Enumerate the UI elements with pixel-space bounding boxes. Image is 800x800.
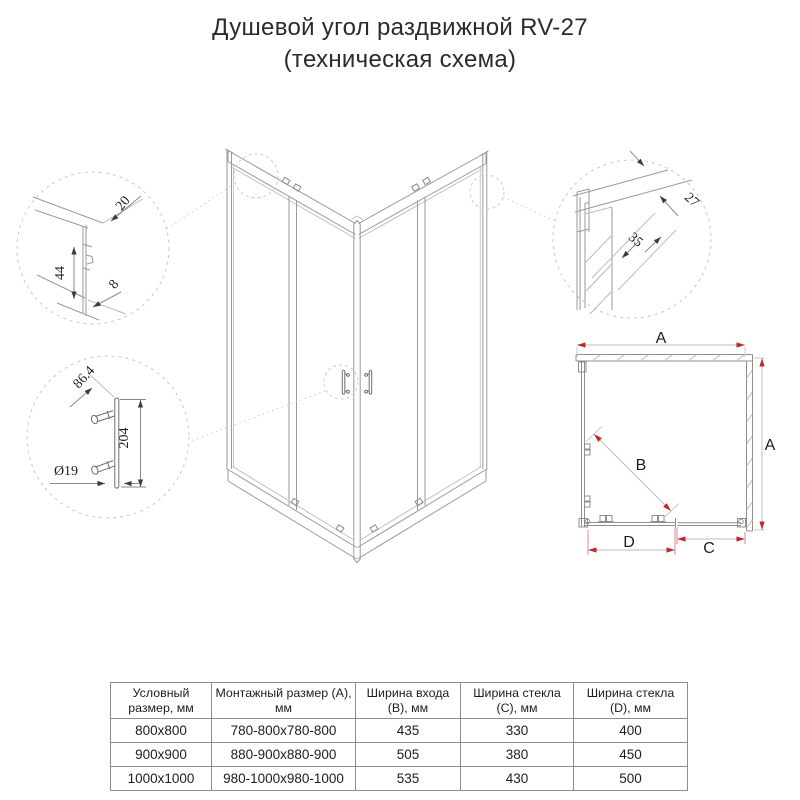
cell-mounting: 880-900x880-900 <box>212 743 356 767</box>
dim-profile-height: 44 <box>53 266 68 280</box>
wall-hatching <box>592 355 753 529</box>
table-row <box>111 767 688 791</box>
roller-brackets-bottom <box>291 498 423 532</box>
plan-dim-a-right: A <box>764 437 776 454</box>
title-line-2: (техническая схема) <box>283 45 517 73</box>
plan-view <box>576 330 776 557</box>
cell-glass-c: 380 <box>461 743 574 767</box>
cell-glass-c: 330 <box>461 719 574 743</box>
plan-dim-b: B <box>635 457 647 474</box>
col-header-mounting-size: Монтажный размер (A), мм <box>212 683 356 719</box>
detail-corner-profile <box>553 151 711 318</box>
cell-nominal: 900x900 <box>111 743 212 767</box>
cell-entry: 535 <box>356 767 461 791</box>
table-header-row <box>111 683 688 719</box>
cell-glass-c: 430 <box>461 767 574 791</box>
plan-dimensions <box>577 345 765 555</box>
plan-dim-d: D <box>623 534 635 551</box>
cell-mounting: 980-1000x980-1000 <box>212 767 356 791</box>
dim-glass-offset: 35 <box>625 230 646 251</box>
main-isometric-view <box>226 149 489 563</box>
dim-profile-depth: 8 <box>106 277 123 293</box>
dim-handle-length: 204 <box>117 427 132 449</box>
table-row <box>111 743 688 767</box>
plan-dim-c: C <box>703 540 715 557</box>
dim-handle-offset: 86.4 <box>70 363 99 392</box>
cell-entry: 435 <box>356 719 461 743</box>
col-header-nominal-size: Условный размер, мм <box>111 683 212 719</box>
detail-handle <box>27 356 189 518</box>
table-row <box>111 719 688 743</box>
cell-glass-d: 450 <box>574 743 688 767</box>
size-table <box>110 682 688 791</box>
cell-glass-d: 400 <box>574 719 688 743</box>
col-header-glass-d-width: Ширина стекла (D), мм <box>574 683 688 719</box>
detail-markers <box>167 154 555 441</box>
title-line-1: Душевой угол раздвижной RV-27 <box>212 14 588 41</box>
cell-nominal: 1000x1000 <box>111 767 212 791</box>
col-header-glass-c-width: Ширина стекла (C), мм <box>461 683 574 719</box>
cell-mounting: 780-800x780-800 <box>212 719 356 743</box>
door-handles <box>342 370 371 394</box>
plan-dim-a-top: A <box>655 330 667 347</box>
dim-rail-width: 20 <box>113 193 134 214</box>
cell-glass-d: 500 <box>574 767 688 791</box>
roller-brackets-top <box>282 177 430 191</box>
cell-entry: 505 <box>356 743 461 767</box>
dim-handle-diameter: Ø19 <box>53 464 79 479</box>
dim-rail-depth: 27 <box>681 190 702 211</box>
cell-nominal: 800x800 <box>111 719 212 743</box>
detail-rail-profile <box>17 172 169 324</box>
col-header-entry-width: Ширина входа (B), мм <box>356 683 461 719</box>
